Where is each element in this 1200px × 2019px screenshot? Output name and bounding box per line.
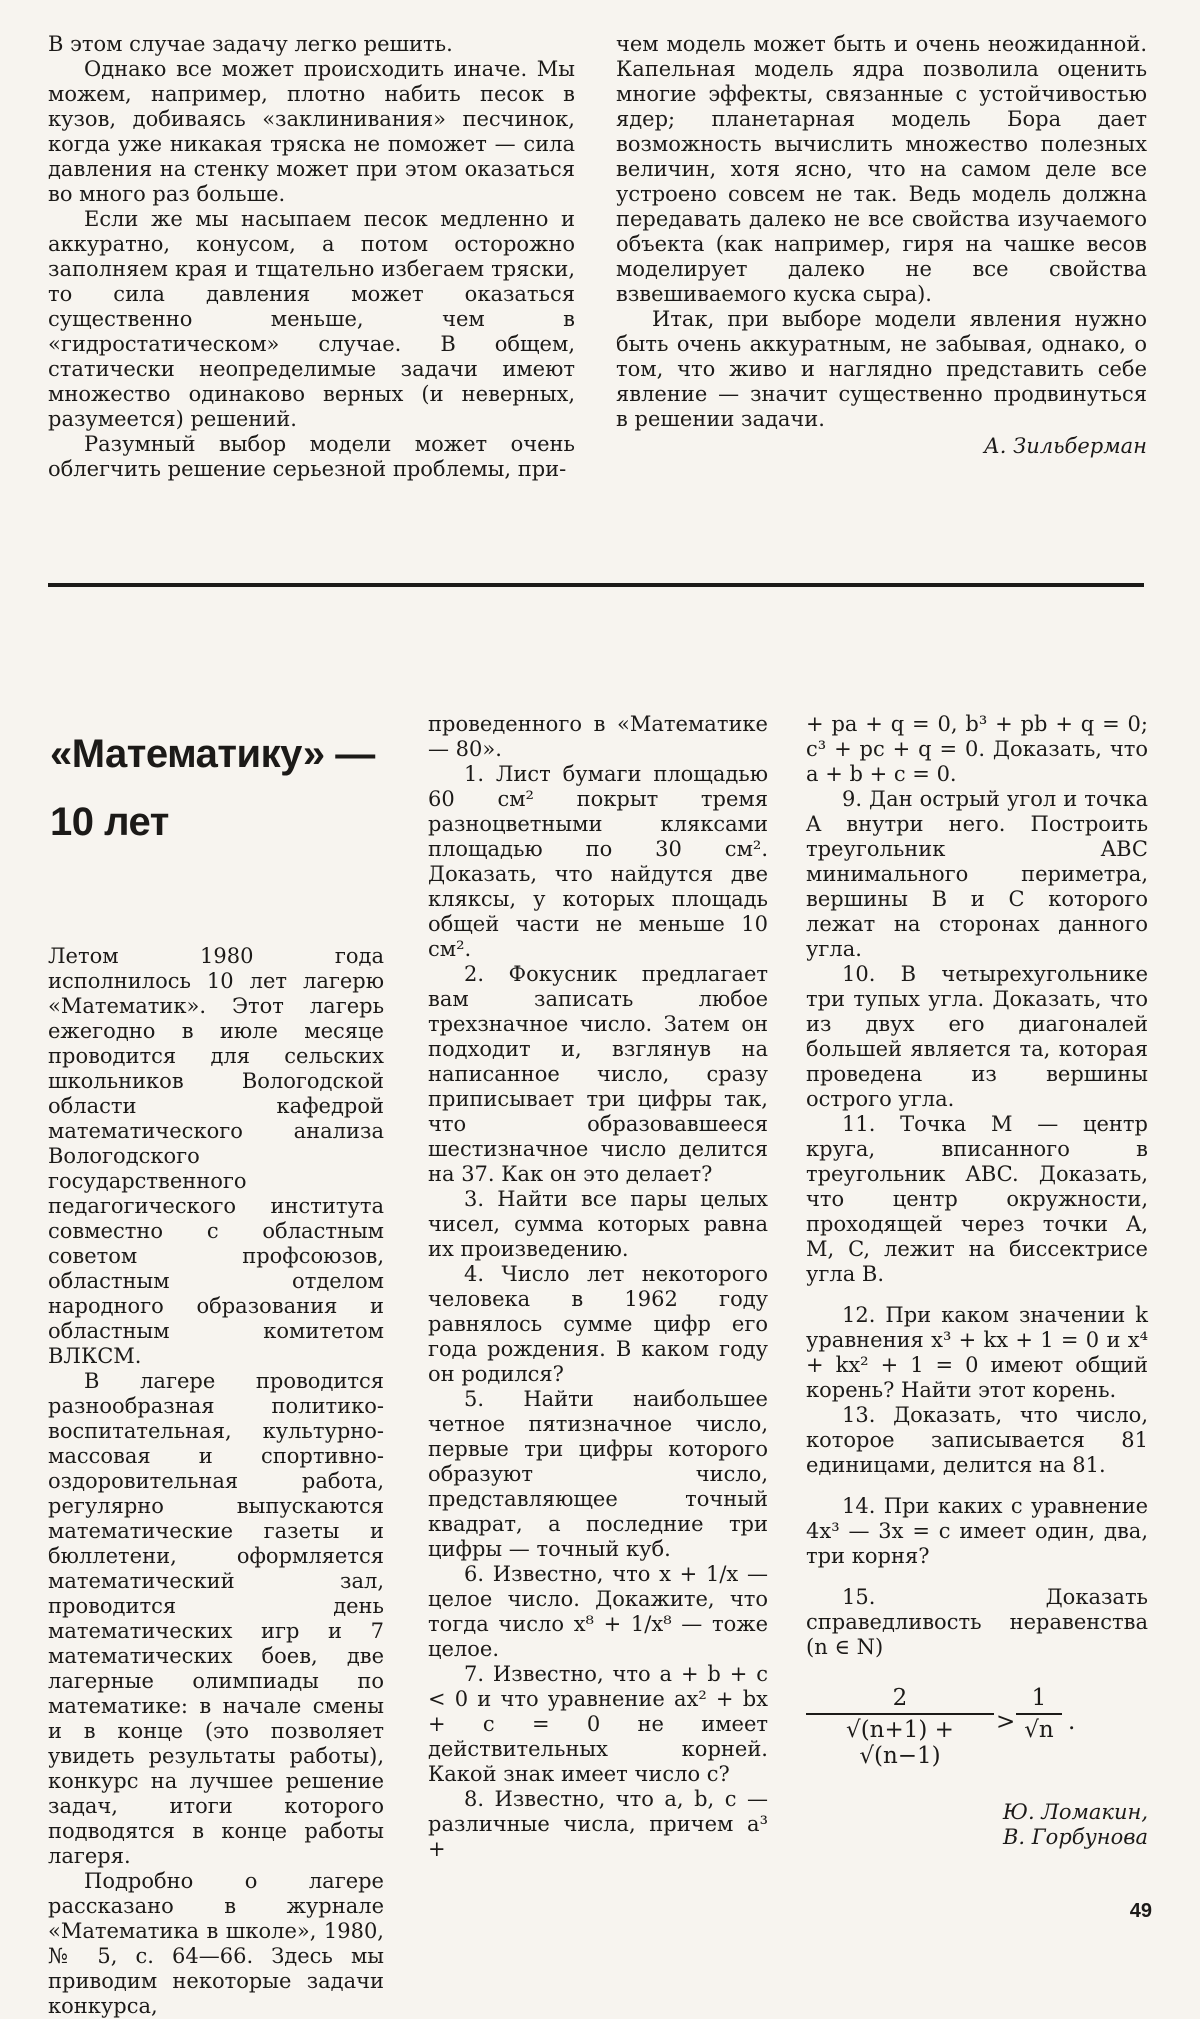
problem-8: 8. Известно, что a, b, c — различные числа, причем a³ + <box>428 1787 768 1861</box>
lhs-numerator: 2 <box>892 1685 908 1711</box>
top-left-column <box>48 32 575 482</box>
paragraph: проведенного в «Математике — 80». <box>428 712 768 761</box>
section-divider <box>48 583 1144 587</box>
problem-4: 4. Число лет некоторого человека в 1962 году равнялось сумме цифр его года рождения. В каком году он родился? <box>428 1262 768 1386</box>
fraction-bar <box>1016 1713 1062 1715</box>
author-signature: А. Зильберман <box>983 434 1147 458</box>
problem-11: 11. Точка M — центр круга, вписанного в треугольник ABC. Доказать, что центр окружности, проходящей через точки A, M, C, лежит на биссектрисе угла B. <box>806 1112 1148 1286</box>
top-right-column <box>616 32 1147 459</box>
problem-13: 13. Доказать, что число, которое записывается 81 единицами, делится на 81. <box>806 1403 1148 1477</box>
paragraph: Летом 1980 года исполнилось 10 лет лагерю «Математик». Этот лагерь ежегодно в июле месяце проводится для сельских школьников Вологодской области кафедрой математического анализа Вологодского государственного педагогического института совместно с областным советом профсоюзов, областным отделом народного образования и областным комитетом ВЛКСМ. <box>48 944 384 1368</box>
problem-7: 7. Известно, что a + b + c < 0 и что уравнение ax² + bx + c = 0 не имеет действительных корней. Какой знак имеет число c? <box>428 1662 768 1786</box>
rhs-denominator: √n <box>1024 1717 1054 1743</box>
greater-than-sign: > <box>996 1709 1016 1735</box>
title-line-2: 10 лет <box>50 800 169 844</box>
author-1: Ю. Ломакин, <box>1002 1800 1148 1824</box>
rhs-numerator: 1 <box>1031 1685 1047 1711</box>
problem-3: 3. Найти все пары целых чисел, сумма которых равна их произведению. <box>428 1187 768 1261</box>
problem-6: 6. Известно, что x + 1/x — целое число. Докажите, что тогда число x⁸ + 1/x⁸ — тоже целое. <box>428 1562 768 1661</box>
problem-15: 15. Доказать справедливость неравенства (n ∈ N) <box>806 1585 1148 1659</box>
article-column-2 <box>428 712 768 1862</box>
problem-2: 2. Фокусник предлагает вам записать любое трехзначное число. Затем он подходит и, взглянув на написанное число, сразу приписывает три цифры так, что образовавшееся шестизначное число делится на 37. Как он это делает? <box>428 962 768 1186</box>
paragraph: В лагере проводится разнообразная политико-воспитательная, культурно-массовая и спортивно-оздоровительная работа, регулярно выпускаются математические газеты и бюллетени, оформляется математический зал, проводится день математических игр и 7 математических боев, две лагерные олимпиады по математике: в начале смены и в конце (это позволяет увидеть результаты работы), конкурс на лучшее решение задач, итоги которого подводятся в конце работы лагеря. <box>48 1369 384 1868</box>
paragraph: Итак, при выборе модели явления нужно быть очень аккуратным, не забывая, однако, о том, что живо и наглядно представить себе явление — значит существенно продвинуться в решении задачи. <box>616 307 1147 431</box>
paragraph: Разумный выбор модели может очень облегчить решение серьезной проблемы, при- <box>48 432 575 481</box>
inequality-formula <box>806 1685 1146 1769</box>
lhs-fraction <box>806 1685 994 1769</box>
fraction-bar <box>806 1713 994 1715</box>
paragraph: чем модель может быть и очень неожиданной. Капельная модель ядра позволила оценить многие эффекты, связанные с устойчивостью ядер; планетарная модель Бора дает возможность вычислить множество полезных величин, хотя ясно, что на самом деле все устроено совсем не так. Ведь модель должна передавать далеко не все свойства изучаемого объекта (как например, гиря на чашке весов моделирует далеко не все свойства взвешиваемого куска сыра). <box>616 32 1147 306</box>
article-column-3 <box>806 712 1148 1660</box>
formula-period: . <box>1068 1709 1076 1735</box>
rhs-fraction <box>1016 1685 1062 1743</box>
article-title <box>50 720 390 856</box>
problem-1: 1. Лист бумаги площадью 60 см² покрыт тремя разноцветными кляксами площадью по 30 см². Доказать, что найдутся две кляксы, у которых площадь общей части не меньше 10 см². <box>428 762 768 961</box>
article-column-1 <box>48 944 384 2019</box>
problem-9: 9. Дан острый угол и точка A внутри него. Построить треугольник ABC минимального периметра, вершины B и C которого лежат на сторонах данного угла. <box>806 787 1148 961</box>
paragraph: Если же мы насыпаем песок медленно и аккуратно, конусом, а потом осторожно заполняем края и тщательно избегаем тряски, то сила давления может оказаться существенно меньше, чем в «гидростатическом» случае. В общем, статически неопределимые задачи имеют множество одинаково верных (и неверных, разумеется) решений. <box>48 207 575 431</box>
problem-12: 12. При каком значении k уравнения x³ + kx + 1 = 0 и x⁴ + kx² + 1 = 0 имеют общий корень? Найти этот корень. <box>806 1303 1148 1402</box>
problem-10: 10. В четырехугольнике три тупых угла. Доказать, что из двух его диагоналей большей является та, которая проведена из вершины острого угла. <box>806 962 1148 1111</box>
paragraph: Подробно о лагере рассказано в журнале «Математика в школе», 1980, № 5, с. 64—66. Здесь мы приводим некоторые задачи конкурса, <box>48 1869 384 2018</box>
author-2: В. Горбунова <box>1003 1825 1148 1849</box>
problem-5: 5. Найти наибольшее четное пятизначное число, первые три цифры которого образуют число, представляющее точный квадрат, а последние три цифры — точный куб. <box>428 1387 768 1561</box>
paragraph: Однако все может происходить иначе. Мы можем, например, плотно набить песок в кузов, добиваясь «заклинивания» песчинок, когда уже никакая тряска не поможет — сила давления на стенку может при этом оказаться во много раз больше. <box>48 57 575 206</box>
problem-14: 14. При каких c уравнение 4x³ — 3x = c имеет один, два, три корня? <box>806 1494 1148 1568</box>
paragraph: В этом случае задачу легко решить. <box>48 32 453 56</box>
article-authors <box>806 1800 1148 1850</box>
lhs-denominator: √(n+1) + √(n−1) <box>846 1717 954 1769</box>
title-line-1: «Математику» — <box>50 732 375 776</box>
problem-8-continued: + pa + q = 0, b³ + pb + q = 0; c³ + pc + q = 0. Доказать, что a + b + c = 0. <box>806 712 1148 786</box>
page-number: 49 <box>1129 1900 1152 1922</box>
